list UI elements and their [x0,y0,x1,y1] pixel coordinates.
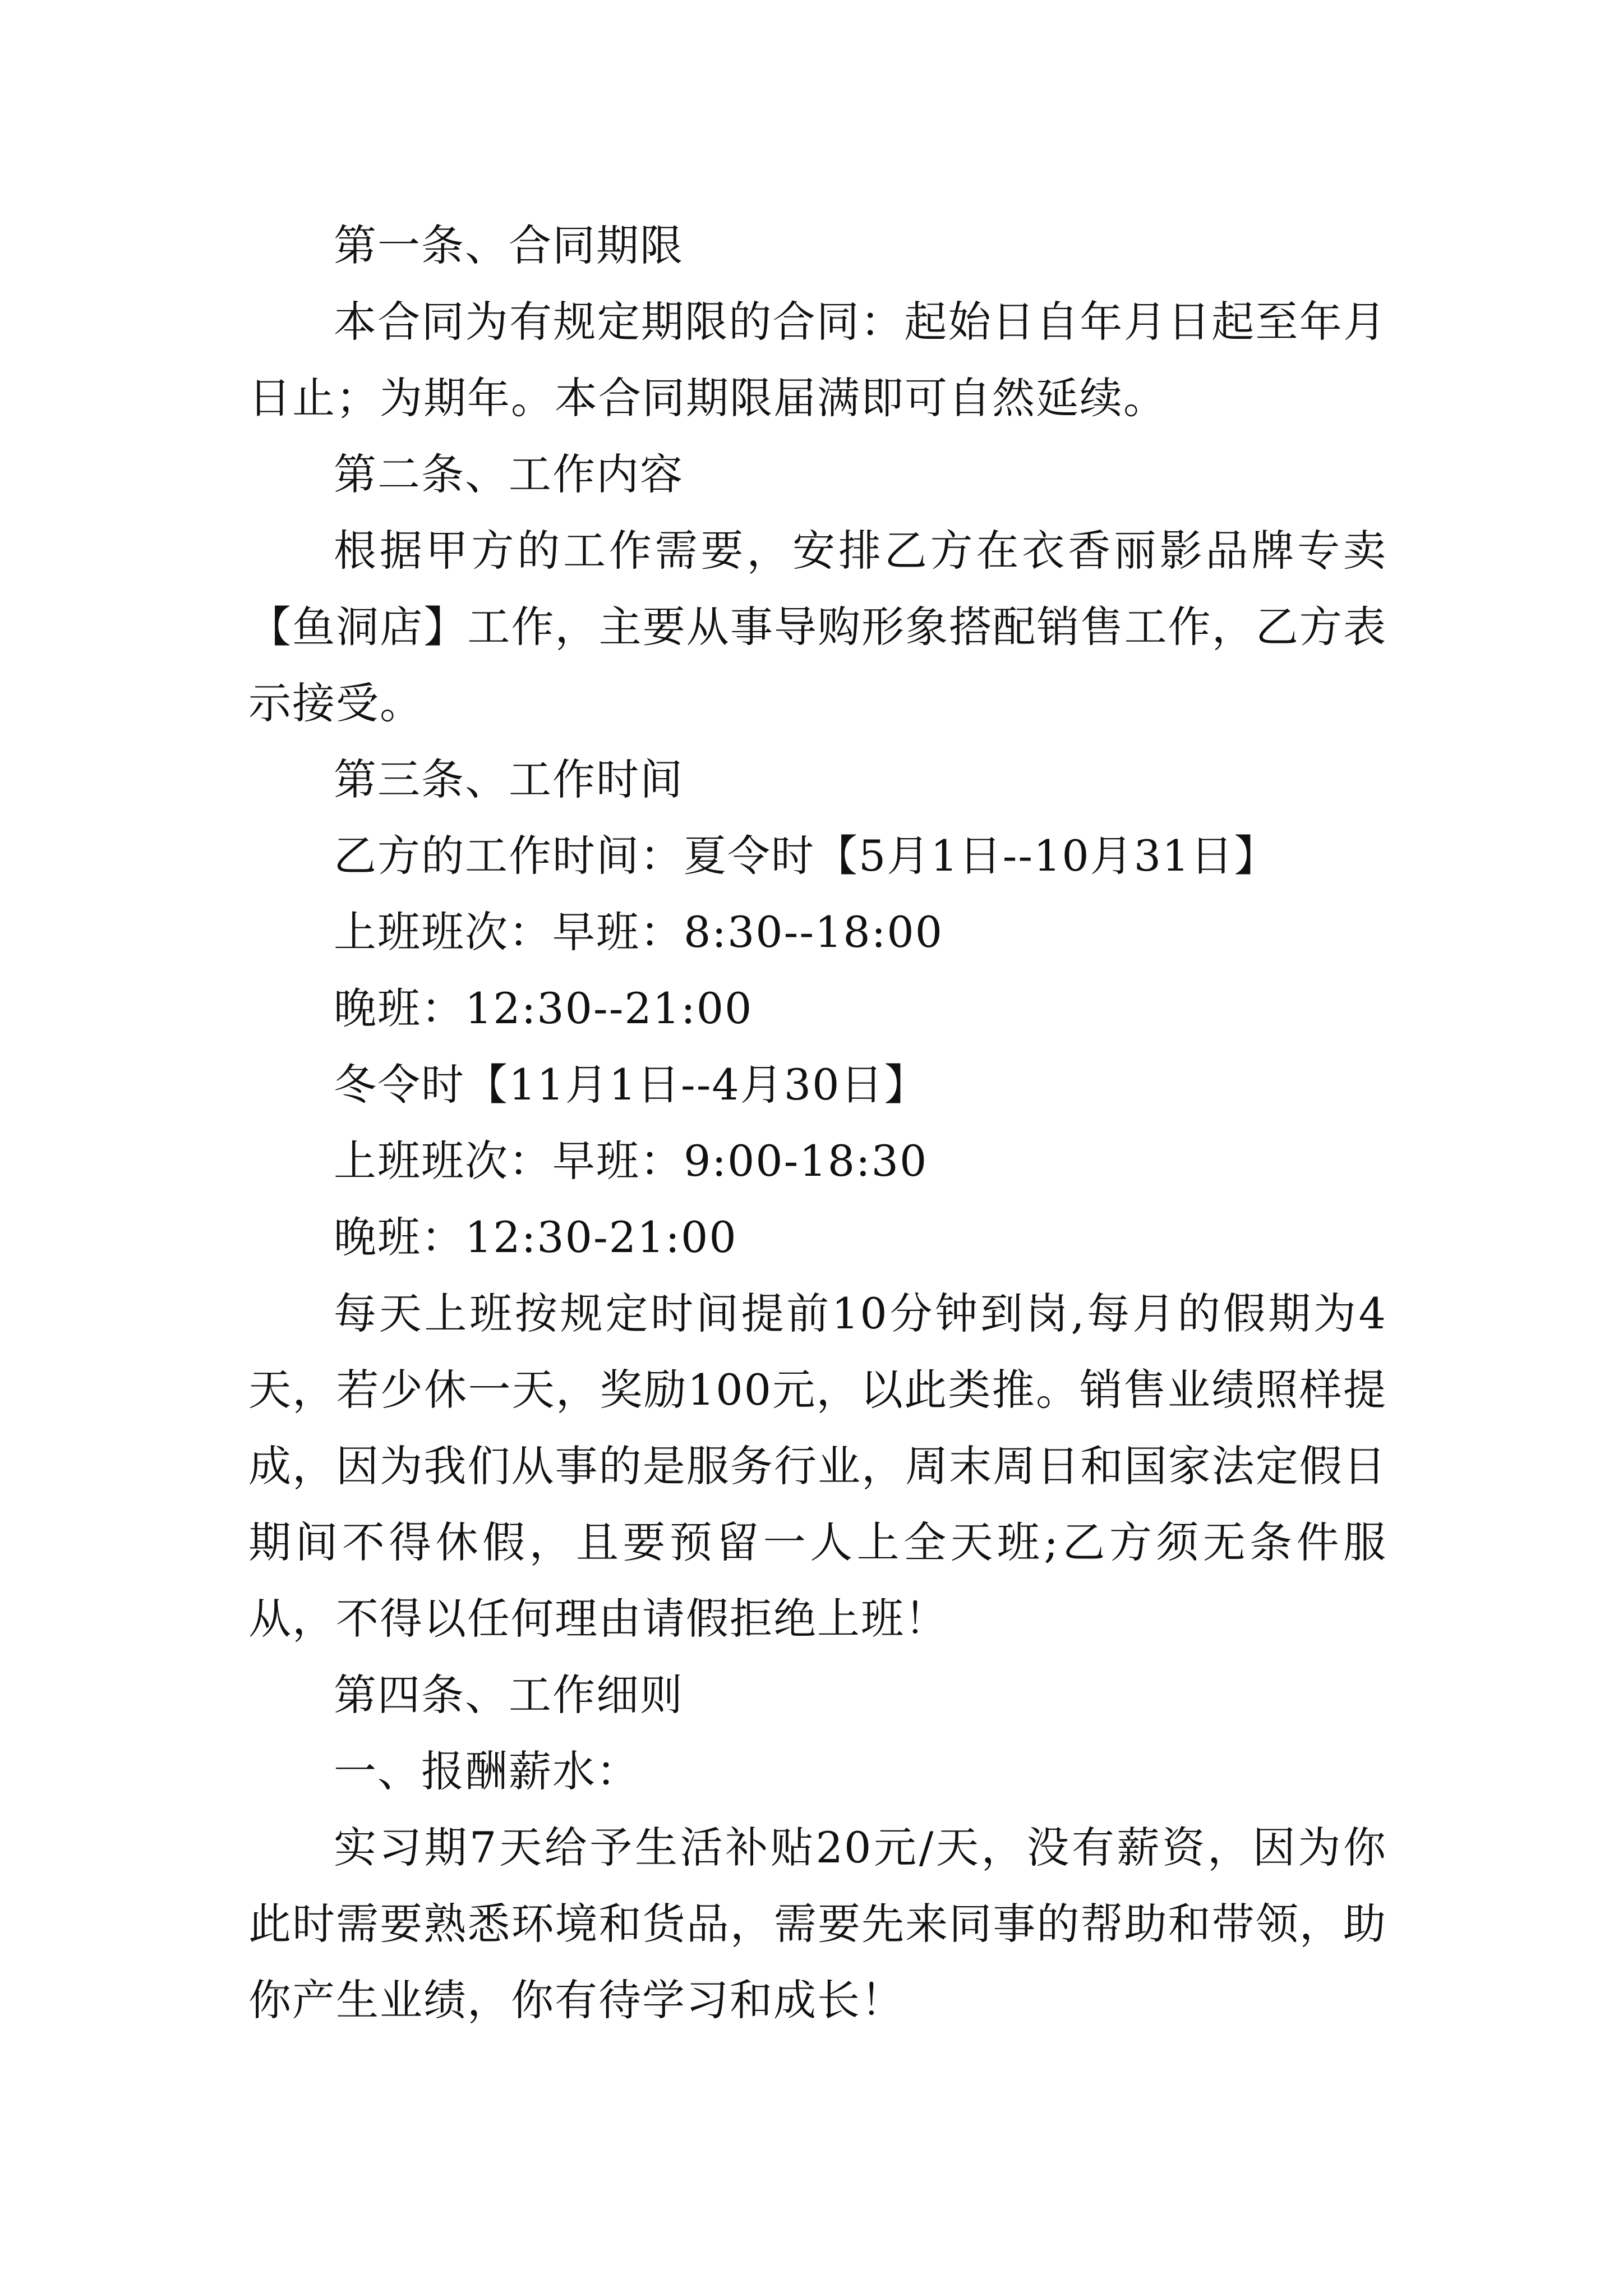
probation-paragraph: 实习期7天给予生活补贴20元/天，没有薪资，因为你此时需要熟悉环境和货品，需要先来同事的帮助和带领，助你产生业绩，你有待学习和成长！ [248,1823,1387,2025]
contract-term-paragraph: 本合同为有规定期限的合同：起始日自年月日起至年月日止；为期年。本合同期限届满即可自然延续。 [248,297,1387,423]
winter-hours-line: 冬令时【11月1日--4月30日】 [334,1060,928,1110]
summer-hours-line: 乙方的工作时间：夏令时【5月1日--10月31日】 [334,831,1278,881]
article-3-heading: 第三条、工作时间 [334,754,684,804]
winter-morning-shift-line: 上班班次：早班：9:00-18:30 [334,1136,928,1186]
article-4-heading: 第四条、工作细则 [334,1670,684,1720]
article-1-heading: 第一条、合同期限 [334,220,684,270]
winter-evening-shift-line: 晚班：12:30-21:00 [334,1212,737,1262]
summer-evening-shift-line: 晚班：12:30--21:00 [334,983,753,1033]
job-content-paragraph: 根据甲方的工作需要，安排乙方在衣香丽影品牌专卖【鱼洞店】工作，主要从事导购形象搭配销售工作，乙方表示接受。 [248,526,1387,728]
article-2-heading: 第二条、工作内容 [334,449,684,499]
attendance-rules-paragraph: 每天上班按规定时间提前10分钟到岗,每月的假期为4天，若少休一天，奖励100元，以此类推。销售业绩照样提成，因为我们从事的是服务行业，周末周日和国家法定假日期间不得休假，且要预留一人上全天班;乙方须无条件服从，不得以任何理由请假拒绝上班！ [248,1289,1387,1644]
summer-morning-shift-line: 上班班次：早班：8:30--18:00 [334,907,944,957]
document-body [248,208,1387,2039]
salary-subheading: 一、报酬薪水： [334,1746,640,1796]
